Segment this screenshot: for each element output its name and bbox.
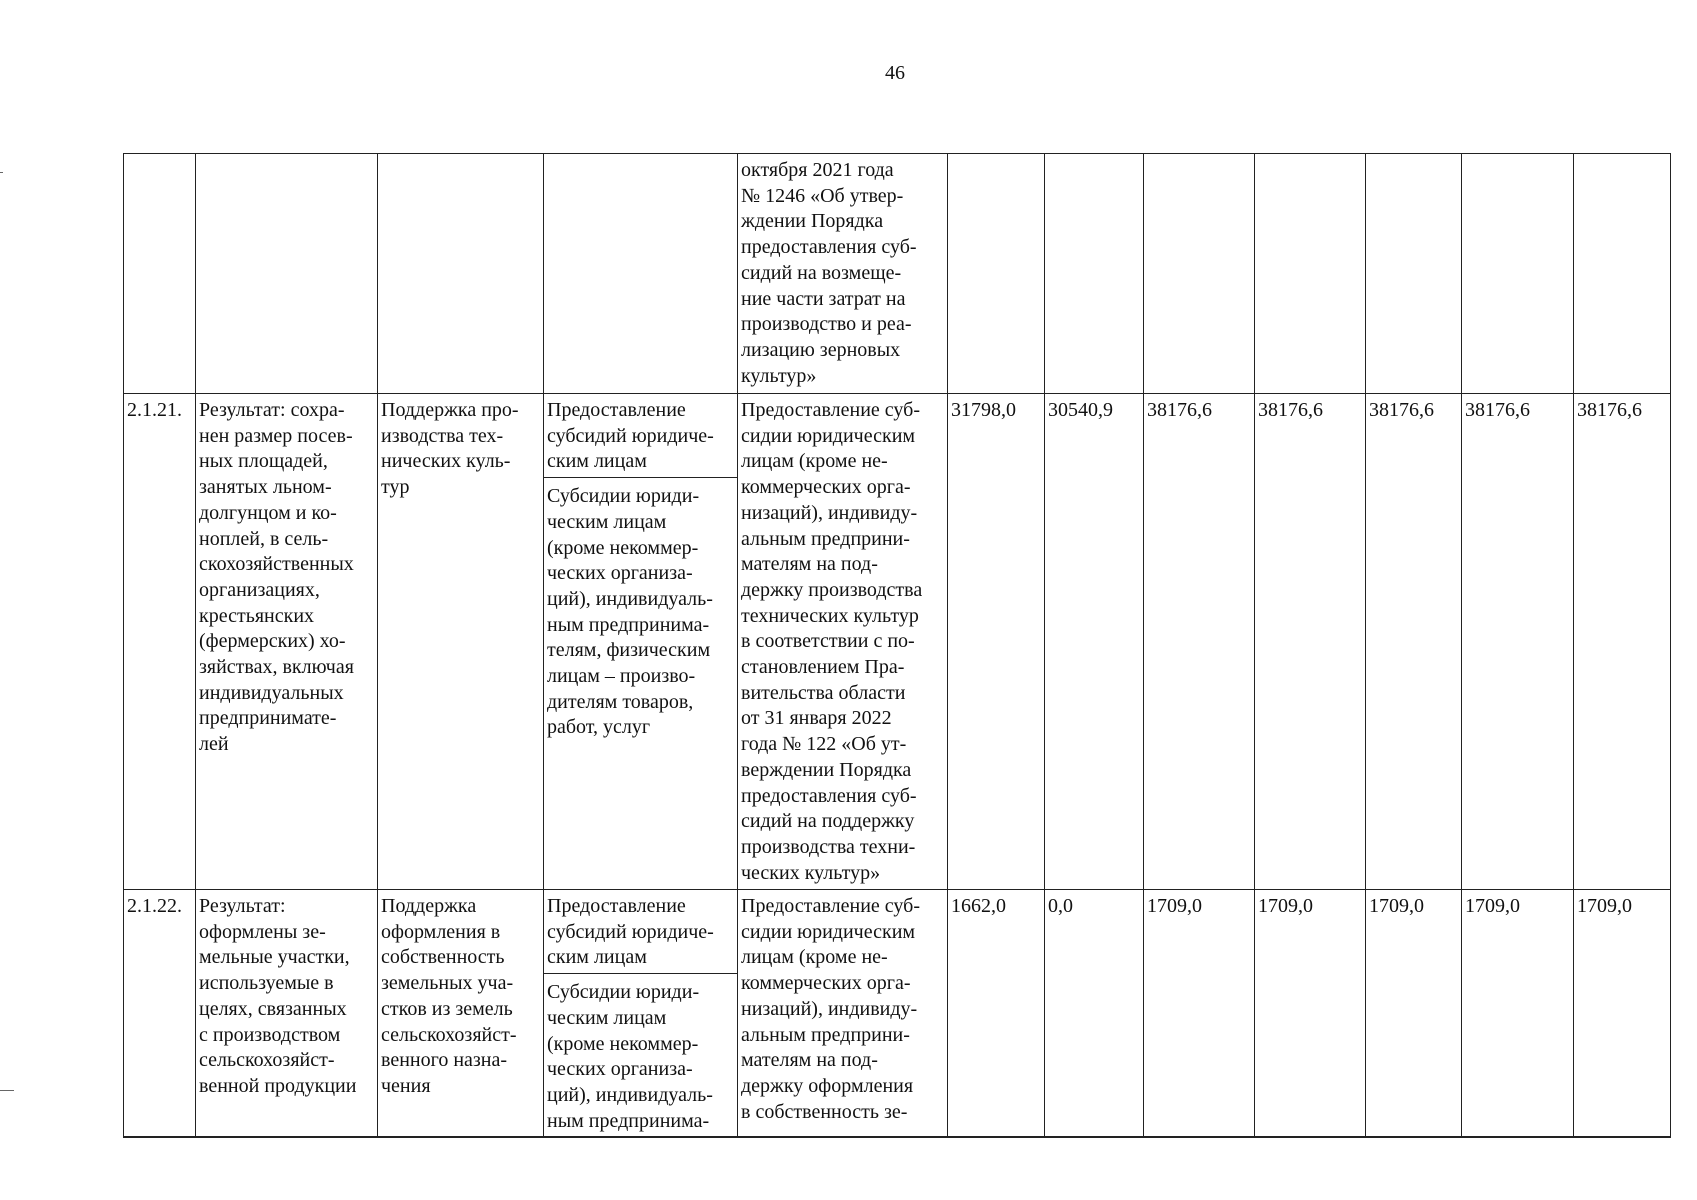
value-cell: 38176,6 bbox=[1366, 394, 1462, 890]
text-line: № 1246 «Об утвер- bbox=[741, 184, 904, 207]
text-line: года № 122 «Об ут- bbox=[741, 733, 907, 756]
value-cell: 31798,0 bbox=[948, 394, 1045, 890]
value-cell: 38176,6 bbox=[1462, 394, 1574, 890]
text-line: лицам – произво- bbox=[547, 665, 696, 688]
text-line: ние части затрат на bbox=[741, 287, 906, 310]
text-line: ций), индивидуаль- bbox=[547, 1083, 713, 1106]
text-line: субсидий юридиче- bbox=[547, 424, 714, 447]
text-line: оформлены зе- bbox=[199, 920, 326, 943]
text-line: ским лицам bbox=[547, 450, 647, 473]
code-cell: 2.1.21. bbox=[124, 394, 196, 890]
text-line: сидий на возмеще- bbox=[741, 261, 902, 284]
measure-cell bbox=[378, 394, 544, 890]
value-cell: 1709,0 bbox=[1366, 890, 1462, 1138]
table-row bbox=[124, 154, 1671, 394]
text-line: октября 2021 года bbox=[741, 159, 894, 181]
code-cell bbox=[124, 154, 196, 394]
text-line: держку оформления bbox=[741, 1074, 914, 1097]
text-line: земельных уча- bbox=[381, 972, 514, 995]
value-cell bbox=[948, 154, 1045, 394]
text-line: венного назна- bbox=[381, 1049, 508, 1072]
text-line: вительства области bbox=[741, 681, 906, 704]
value-cell: 1709,0 bbox=[1462, 890, 1574, 1138]
text-line: культур» bbox=[741, 364, 817, 387]
text-line: Предоставление bbox=[547, 895, 686, 917]
text-line: тур bbox=[381, 476, 410, 499]
text-line: телям, физическим bbox=[547, 639, 711, 662]
text-line: альным предприни- bbox=[741, 527, 910, 550]
text-line: коммерческих орга- bbox=[741, 476, 911, 499]
value-cell bbox=[1144, 154, 1255, 394]
value-cell bbox=[1255, 154, 1366, 394]
text-line: становлением Пра- bbox=[741, 656, 905, 679]
text-line: используемые в bbox=[199, 972, 334, 995]
text-line: ждении Порядка bbox=[741, 210, 884, 233]
measure-cell bbox=[378, 890, 544, 1138]
text-line: производства техни- bbox=[741, 835, 916, 858]
payment-type-cell bbox=[544, 154, 738, 394]
text-line: сидий на поддержку bbox=[741, 810, 915, 833]
value-cell: 1709,0 bbox=[1574, 890, 1671, 1138]
text-line: крестьянских bbox=[199, 604, 315, 627]
text-line: технических культур bbox=[741, 604, 919, 627]
text-line: собственность bbox=[381, 946, 505, 969]
text-line: сельскохозяйст- bbox=[199, 1049, 335, 1072]
text-line: производство и реа- bbox=[741, 313, 912, 336]
table-row bbox=[124, 394, 1671, 890]
text-line: предоставления суб- bbox=[741, 784, 917, 807]
value-cell bbox=[1366, 154, 1462, 394]
document-table bbox=[123, 153, 1671, 1138]
text-line: коммерческих орга- bbox=[741, 972, 911, 995]
text-line: ческих организа- bbox=[547, 1058, 693, 1081]
value-cell: 38176,6 bbox=[1574, 394, 1671, 890]
text-line: Поддержка bbox=[381, 895, 477, 917]
legal-basis-cell bbox=[738, 154, 948, 394]
result-cell bbox=[196, 394, 378, 890]
value-cell: 1662,0 bbox=[948, 890, 1045, 1138]
text-line: мателям на под- bbox=[741, 1049, 878, 1072]
text-line: (кроме некоммер- bbox=[547, 536, 699, 559]
text-line: ным предпринима- bbox=[547, 613, 710, 636]
value-cell: 1709,0 bbox=[1144, 890, 1255, 1138]
text-line: мателям на под- bbox=[741, 553, 878, 576]
text-line: от 31 января 2022 bbox=[741, 707, 892, 730]
text-line: (фермерских) хо- bbox=[199, 630, 346, 653]
payment-type-top bbox=[544, 394, 737, 478]
scan-mark bbox=[0, 1090, 14, 1091]
text-line: дителям товаров, bbox=[547, 690, 694, 713]
value-cell: 38176,6 bbox=[1144, 394, 1255, 890]
text-line: чения bbox=[381, 1074, 431, 1097]
text-line: ским лицам bbox=[547, 946, 647, 969]
text-line: (кроме некоммер- bbox=[547, 1032, 699, 1055]
text-line: изводства тех- bbox=[381, 424, 504, 447]
text-line: нических куль- bbox=[381, 450, 511, 473]
text-line: стков из земель bbox=[381, 997, 513, 1020]
text-line: индивидуальных bbox=[199, 681, 344, 704]
text-line: долгунцом и ко- bbox=[199, 501, 337, 524]
text-line: Предоставление суб- bbox=[741, 399, 920, 421]
text-line: предпринимате- bbox=[199, 707, 337, 730]
text-line: скохозяйственных bbox=[199, 553, 354, 576]
text-line: зяйствах, включая bbox=[199, 656, 354, 679]
text-line: работ, услуг bbox=[547, 716, 651, 739]
text-line: ций), индивидуаль- bbox=[547, 587, 713, 610]
text-line: ческих организа- bbox=[547, 562, 693, 585]
result-cell bbox=[196, 154, 378, 394]
text-line: с производством bbox=[199, 1023, 341, 1046]
page-number: 46 bbox=[885, 62, 905, 84]
payment-type-cell bbox=[544, 394, 738, 890]
scan-mark bbox=[0, 172, 3, 173]
code-cell: 2.1.22. bbox=[124, 890, 196, 1138]
text-line: Результат: сохра- bbox=[199, 399, 345, 421]
text-line: ным предпринима- bbox=[547, 1109, 710, 1132]
text-line: ческим лицам bbox=[547, 1006, 667, 1029]
legal-basis-cell bbox=[738, 394, 948, 890]
text-line: ных площадей, bbox=[199, 450, 328, 473]
value-cell bbox=[1574, 154, 1671, 394]
value-cell bbox=[1045, 154, 1144, 394]
text-line: оформления в bbox=[381, 920, 501, 943]
legal-basis-cell bbox=[738, 890, 948, 1138]
text-line: мельные участки, bbox=[199, 946, 350, 969]
text-line: альным предприни- bbox=[741, 1023, 910, 1046]
text-line: лицам (кроме не- bbox=[741, 450, 888, 473]
text-line: занятых льном- bbox=[199, 476, 332, 499]
text-line: субсидий юридиче- bbox=[547, 920, 714, 943]
text-line: ческим лицам bbox=[547, 510, 667, 533]
text-line: сельскохозяйст- bbox=[381, 1023, 517, 1046]
text-line: Поддержка про- bbox=[381, 399, 519, 421]
text-line: нен размер посев- bbox=[199, 424, 353, 447]
text-line: лицам (кроме не- bbox=[741, 946, 888, 969]
text-line: сидии юридическим bbox=[741, 424, 916, 447]
result-cell bbox=[196, 890, 378, 1138]
payment-type-detail bbox=[544, 478, 737, 743]
text-line: низаций), индивиду- bbox=[741, 997, 918, 1020]
payment-type-top bbox=[544, 890, 737, 974]
value-cell: 1709,0 bbox=[1255, 890, 1366, 1138]
payment-type-cell bbox=[544, 890, 738, 1138]
text-line: целях, связанных bbox=[199, 997, 347, 1020]
text-line: предоставления суб- bbox=[741, 236, 917, 259]
measure-cell bbox=[378, 154, 544, 394]
value-cell: 0,0 bbox=[1045, 890, 1144, 1138]
text-line: держку производства bbox=[741, 578, 923, 601]
table-row bbox=[124, 890, 1671, 1138]
table-body bbox=[124, 154, 1671, 1138]
text-line: ческих культур» bbox=[741, 861, 881, 884]
text-line: лизацию зерновых bbox=[741, 338, 901, 361]
text-line: в соответствии с по- bbox=[741, 630, 915, 653]
text-line: верждении Порядка bbox=[741, 758, 912, 781]
text-line: Предоставление суб- bbox=[741, 895, 920, 917]
text-line: низаций), индивиду- bbox=[741, 501, 918, 524]
text-line: ноплей, в сель- bbox=[199, 527, 329, 550]
text-line: Субсидии юриди- bbox=[547, 485, 700, 508]
text-line: сидии юридическим bbox=[741, 920, 916, 943]
text-line: Предоставление bbox=[547, 399, 686, 421]
payment-type-detail bbox=[544, 974, 737, 1136]
text-line: Субсидии юриди- bbox=[547, 981, 700, 1004]
text-line: организациях, bbox=[199, 578, 320, 601]
text-line: Результат: bbox=[199, 895, 286, 917]
value-cell bbox=[1462, 154, 1574, 394]
text-line: лей bbox=[199, 733, 229, 756]
value-cell: 38176,6 bbox=[1255, 394, 1366, 890]
value-cell: 30540,9 bbox=[1045, 394, 1144, 890]
text-line: в собственность зе- bbox=[741, 1100, 908, 1123]
text-line: венной продукции bbox=[199, 1074, 357, 1097]
